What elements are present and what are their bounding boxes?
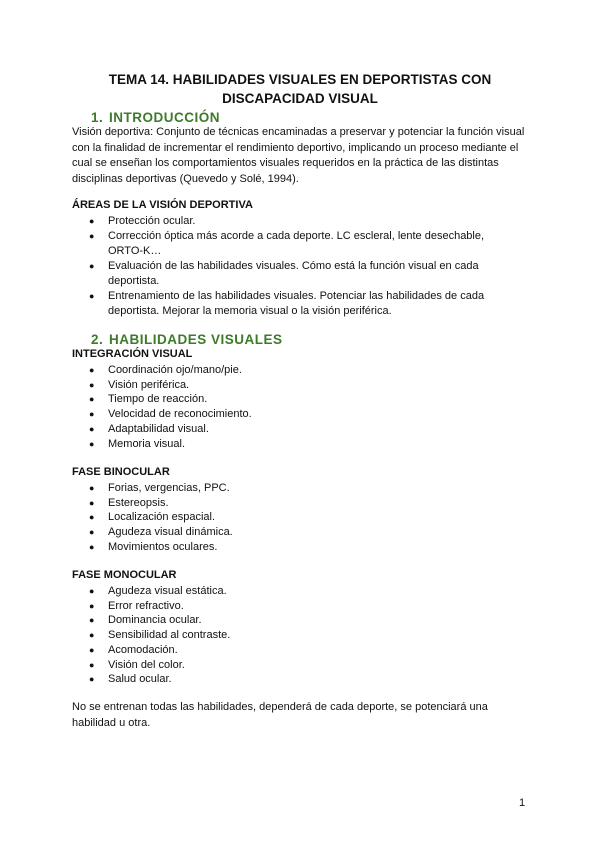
list-item (72, 540, 512, 555)
section-heading-introduccion (91, 110, 220, 125)
list-item-text: Sensibilidad al contraste. (108, 629, 231, 642)
list-item (72, 422, 512, 437)
integracion-list (72, 363, 512, 451)
bullet-icon: ● (89, 438, 95, 449)
list-item (72, 496, 512, 511)
list-item (72, 525, 512, 540)
bullet-icon: ● (89, 394, 95, 405)
closing-paragraph: No se entrenan todas las habilidades, dependerá de cada deporte, se potenciará una habilidad u otra. (72, 701, 488, 729)
bullet-icon: ● (89, 379, 95, 390)
list-item-text: Velocidad de reconocimiento. (108, 408, 252, 421)
list-item-text: Evaluación de las habilidades visuales. Cómo está la función visual en cada deportista. (108, 260, 479, 287)
page-number: 1 (519, 797, 526, 809)
list-item-text: Protección ocular. (108, 215, 196, 227)
list-item-text: Tiempo de reacción. (108, 393, 208, 406)
list-item-text: Visión periférica. (108, 378, 190, 391)
group-heading-integracion: INTEGRACIÓN VISUAL (72, 348, 193, 360)
list-item (72, 481, 512, 496)
section-number: 1. (91, 110, 104, 125)
bullet-icon: ● (89, 261, 95, 271)
bullet-icon: ● (89, 600, 95, 611)
bullet-icon: ● (89, 231, 95, 241)
bullet-icon: ● (89, 291, 95, 301)
list-item-text: Localización espacial. (108, 511, 216, 524)
list-item-text: Memoria visual. (108, 437, 186, 450)
list-item-text: Estereopsis. (108, 496, 169, 509)
list-item-text: Entrenamiento de las habilidades visuales. Potenciar las habilidades de cada deportista. Mejorar la memoria visual o la visión periférica. (108, 290, 485, 317)
list-item-text: Visión del color. (108, 658, 185, 671)
list-item (72, 378, 512, 393)
section-heading-habilidades (91, 332, 283, 347)
list-item-text: Acomodación. (108, 643, 178, 656)
list-item (72, 214, 512, 229)
list-item-text: Forias, vergencias, PPC. (108, 482, 230, 494)
areas-heading: ÁREAS DE LA VISIÓN DEPORTIVA (72, 199, 253, 211)
bullet-icon: ● (89, 630, 95, 641)
list-item-text: Coordinación ojo/mano/pie. (108, 364, 242, 376)
list-item (72, 289, 512, 319)
group-heading-binocular: FASE BINOCULAR (72, 466, 170, 478)
list-item (72, 510, 512, 525)
bullet-icon: ● (89, 586, 95, 596)
bullet-icon: ● (89, 409, 95, 420)
areas-list (72, 214, 512, 319)
list-item-text: Error refractivo. (108, 599, 184, 612)
bullet-icon: ● (89, 216, 95, 226)
monocular-list (72, 584, 512, 687)
section-title: HABILIDADES VISUALES (109, 332, 283, 347)
list-item-text: Movimientos oculares. (108, 540, 218, 553)
list-item (72, 229, 512, 259)
list-item-text: Agudeza visual estática. (108, 585, 227, 597)
list-item (72, 392, 512, 407)
list-item-text: Adaptabilidad visual. (108, 422, 209, 435)
bullet-icon: ● (89, 527, 95, 538)
bullet-icon: ● (89, 497, 95, 508)
list-item (72, 407, 512, 422)
bullet-icon: ● (89, 674, 95, 685)
list-item-text: Dominancia ocular. (108, 614, 202, 627)
bullet-icon: ● (89, 512, 95, 523)
section-title: INTRODUCCIÓN (109, 110, 220, 125)
list-item (72, 628, 512, 643)
list-item (72, 613, 512, 628)
bullet-icon: ● (89, 615, 95, 626)
bullet-icon: ● (89, 541, 95, 552)
document-title: TEMA 14. HABILIDADES VISUALES EN DEPORTISTAS CON DISCAPACIDAD VISUAL (108, 72, 492, 106)
list-item (72, 437, 512, 452)
list-item-text: Corrección óptica más acorde a cada deporte. LC escleral, lente desechable, ORTO-K… (108, 230, 485, 257)
list-item-text: Salud ocular. (108, 673, 172, 686)
list-item (72, 259, 512, 289)
list-item (72, 643, 512, 658)
list-item-text: Agudeza visual dinámica. (108, 526, 233, 539)
bullet-icon: ● (89, 659, 95, 670)
group-heading-monocular: FASE MONOCULAR (72, 569, 177, 581)
list-item (72, 363, 512, 378)
list-item (72, 658, 512, 673)
intro-paragraph: Visión deportiva: Conjunto de técnicas encaminadas a preservar y potenciar la función visual con la finalidad de incrementar el rendimiento deportivo, implicando un proceso mediante el cual se enseñan los comportamientos visuales requeridos en la práctica de las distintas disciplinas deportivas (Quevedo y Solé, 1994). (72, 126, 525, 185)
bullet-icon: ● (89, 644, 95, 655)
bullet-icon: ● (89, 423, 95, 434)
list-item (72, 599, 512, 614)
list-item (72, 672, 512, 687)
binocular-list (72, 481, 512, 555)
bullet-icon: ● (89, 483, 95, 493)
section-number: 2. (91, 332, 104, 347)
bullet-icon: ● (89, 365, 95, 375)
list-item (72, 584, 512, 599)
